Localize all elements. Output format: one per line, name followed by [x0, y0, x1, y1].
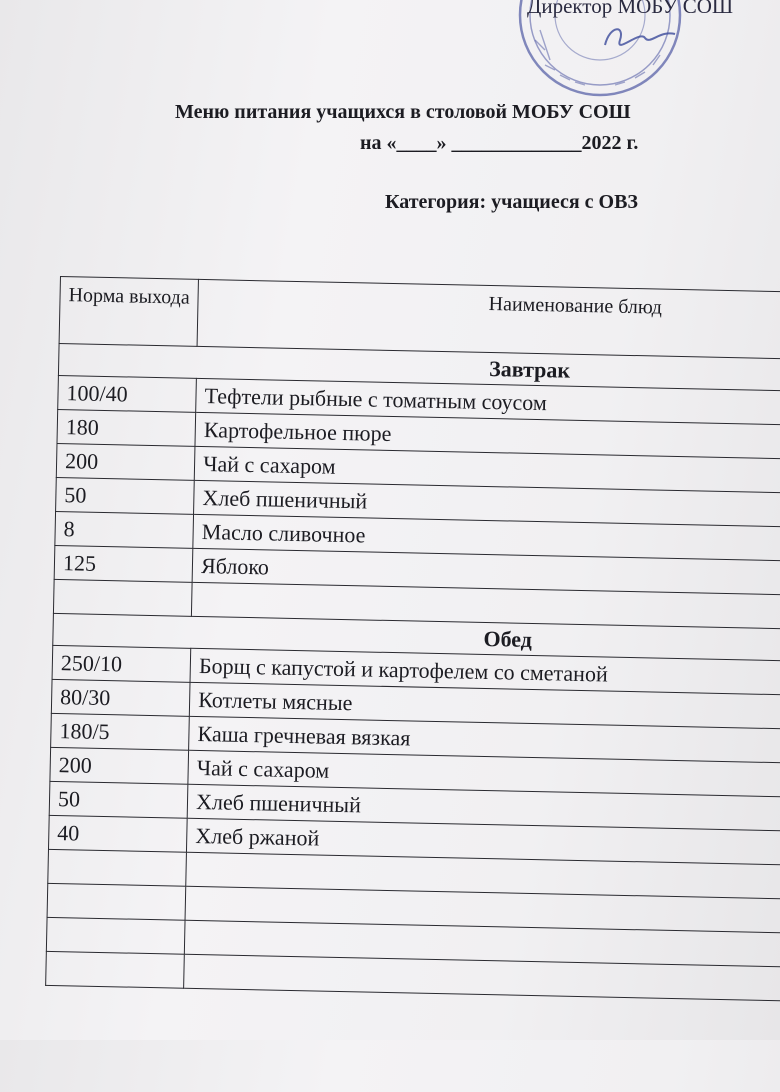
norm-cell	[47, 883, 186, 920]
norm-cell: 200	[56, 443, 195, 480]
norm-cell	[53, 579, 192, 616]
norm-cell: 180/5	[51, 713, 190, 750]
dish-cell: Борщ с капустой и картофелем со сметаной	[190, 648, 780, 695]
dish-cell: Тефтели рыбные с томатным соусом	[196, 378, 780, 425]
director-title: Директор МОБУ СОШ	[527, 0, 734, 18]
dish-cell: Хлеб пшеничный	[187, 784, 780, 831]
norm-cell: 250/10	[52, 645, 191, 682]
dish-cell: Картофельное пюре	[195, 412, 780, 459]
dish-cell: Чай с сахаром	[188, 750, 780, 797]
norm-cell: 180	[57, 409, 196, 446]
page-title: Меню питания учащихся в столовой МОБУ СОШ	[175, 101, 631, 123]
dish-cell: Котлеты мясные	[189, 682, 780, 729]
norm-cell: 200	[50, 747, 189, 784]
dish-cell: Масло сливочное	[193, 514, 780, 561]
norm-cell: 125	[54, 545, 193, 582]
norm-cell	[46, 917, 185, 954]
date-line: на «____» _____________2022 г.	[360, 132, 639, 154]
dish-cell: Чай с сахаром	[194, 446, 780, 493]
dish-cell: Хлеб пшеничный	[194, 480, 780, 527]
dish-cell: Яблоко	[192, 548, 780, 595]
norm-cell: 100/40	[58, 375, 197, 412]
section-title: Завтрак	[58, 343, 780, 391]
menu-table-container	[43, 276, 780, 1092]
section-title: Обед	[53, 613, 780, 661]
norm-cell: 8	[55, 511, 194, 548]
norm-cell	[48, 849, 187, 886]
menu-table	[45, 276, 780, 1002]
norm-cell	[46, 951, 185, 988]
norm-cell: 50	[49, 781, 188, 818]
norm-cell: 40	[48, 815, 187, 852]
column-header-norm: Норма выхода	[59, 277, 199, 347]
norm-cell: 80/30	[51, 679, 190, 716]
dish-cell: Каша гречневая вязкая	[189, 716, 780, 763]
column-header-dish: Наименование блюд	[197, 279, 780, 359]
norm-cell: 50	[56, 477, 195, 514]
category-line: Категория: учащиеся с ОВЗ	[385, 191, 638, 213]
dish-cell: Хлеб ржаной	[187, 818, 780, 865]
